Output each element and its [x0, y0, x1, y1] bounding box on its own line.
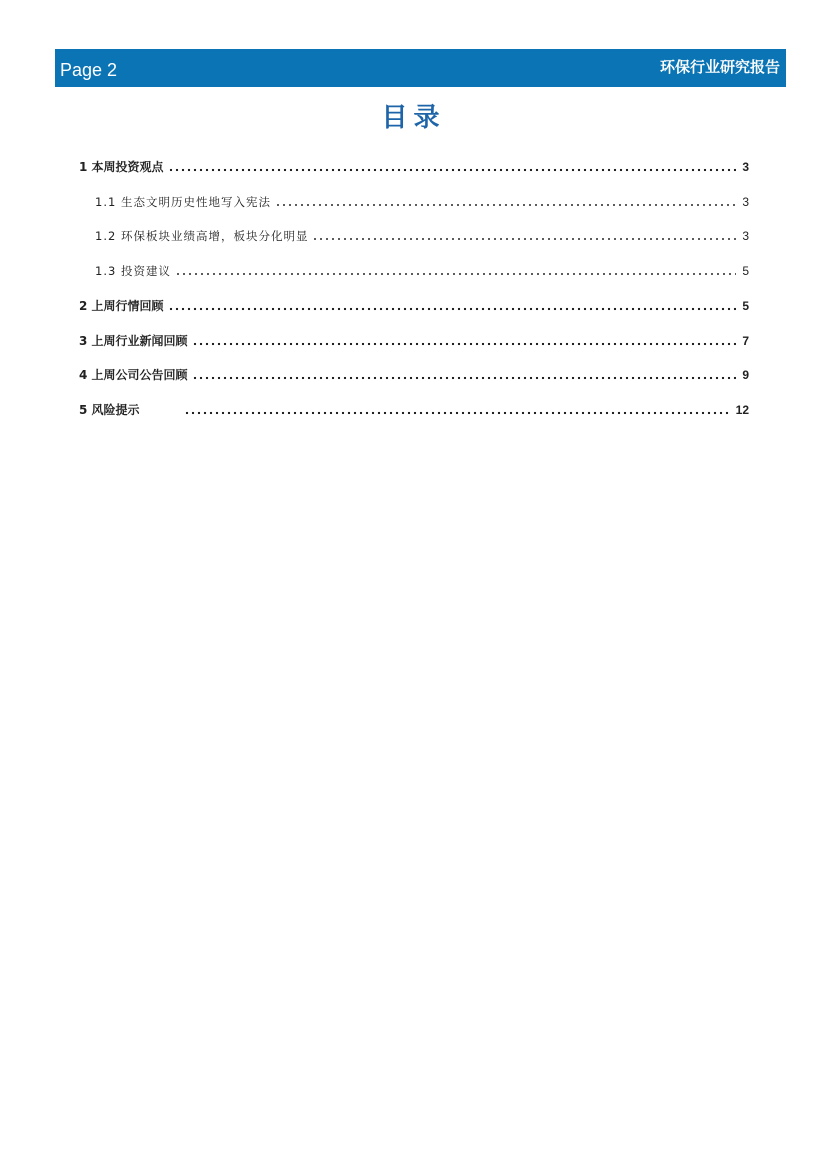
toc-item-page: 12: [735, 403, 749, 417]
toc-title: 目录: [381, 103, 446, 133]
toc-item[interactable]: [79, 224, 749, 244]
toc-item-label: 1 本周投资观点: [79, 160, 164, 174]
page-number: Page 2: [60, 60, 118, 80]
toc-item-label: 1.3 投资建议: [95, 264, 171, 278]
toc-item-label: 2 上周行情回顾: [79, 299, 164, 313]
toc-item-page: 3: [742, 195, 749, 209]
toc-item[interactable]: [79, 398, 749, 418]
toc-leader-dots: [175, 263, 736, 279]
toc-leader-dots: [192, 367, 737, 383]
toc-item-label: 1.2 环保板块业绩高增，板块分化明显: [95, 229, 309, 243]
toc-item-page: 3: [742, 229, 749, 243]
toc-item-label: 1.1 生态文明历史性地写入宪法: [95, 195, 271, 209]
toc-item[interactable]: [79, 329, 749, 349]
toc-item-label: 5 风险提示: [79, 403, 140, 417]
toc-leader-dots: [168, 298, 737, 314]
toc-item-page: 5: [742, 264, 749, 278]
toc-item[interactable]: [79, 259, 749, 279]
toc-leader-dots: [168, 159, 737, 175]
header-bar: [55, 49, 786, 87]
toc-item[interactable]: [79, 363, 749, 383]
toc-leader-dots: [192, 333, 737, 349]
toc-leader-dots: [312, 228, 736, 244]
toc-item-page: 7: [742, 334, 749, 348]
toc-item-page: 9: [742, 368, 749, 382]
toc-item[interactable]: [79, 155, 749, 175]
toc-item[interactable]: [79, 190, 749, 210]
toc-item-label: 4 上周公司公告回顾: [79, 368, 188, 382]
report-title: 环保行业研究报告: [659, 58, 780, 76]
toc-item-label: 3 上周行业新闻回顾: [79, 334, 188, 348]
toc-leader-dots: [184, 402, 730, 418]
toc-item-page: 3: [742, 160, 749, 174]
toc-item-page: 5: [742, 299, 749, 313]
toc-leader-dots: [275, 194, 736, 210]
toc-item[interactable]: [79, 294, 749, 314]
